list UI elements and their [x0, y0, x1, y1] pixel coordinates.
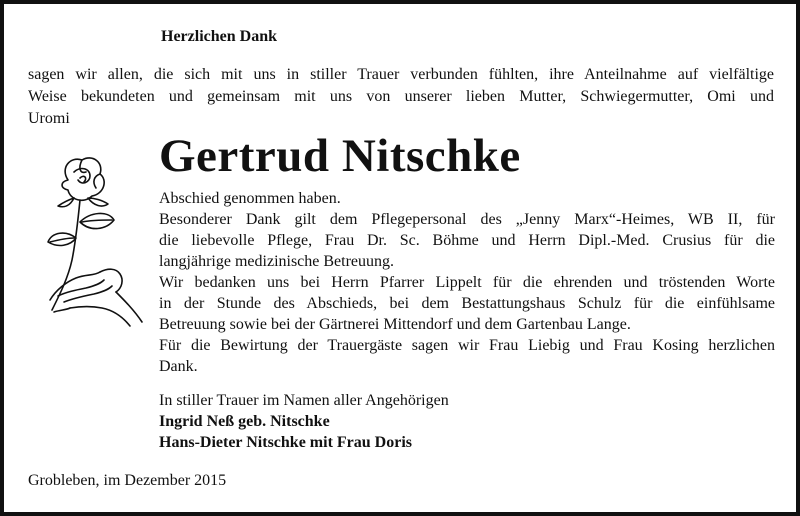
- intro-line: Weise bekundeten und gemeinsam mit uns von unserer lieben Mutter, Schwiegermutter, Omi und: [28, 88, 774, 105]
- body-line: Wir bedanken uns bei Herrn Pfarrer Lippelt für die ehrenden und tröstenden Worte: [159, 274, 775, 291]
- deceased-name: Gertrud Nitschke: [159, 130, 521, 182]
- mourner-name: Hans-Dieter Nitschke mit Frau Doris: [159, 434, 412, 451]
- intro-paragraph: [28, 64, 774, 130]
- body-line: Dank.: [159, 358, 198, 375]
- rose-in-hand-icon: [30, 150, 148, 330]
- body-line: langjährige medizinische Betreuung.: [159, 253, 395, 270]
- place-date: Grobleben, im Dezember 2015: [28, 472, 227, 489]
- body-line: Betreuung sowie bei der Gärtnerei Mittendorf und dem Gartenbau Lange.: [159, 316, 631, 333]
- body-line: Besonderer Dank gilt dem Pflegepersonal des „Jenny Marx“-Heimes, WB II, für: [159, 211, 775, 228]
- heading: Herzlichen Dank: [161, 28, 277, 45]
- body-line: in der Stunde des Abschieds, bei dem Bestattungshaus Schulz für die einfühlsame: [159, 295, 775, 312]
- intro-line: Uromi: [28, 110, 70, 127]
- mourner-name: Ingrid Neß geb. Nitschke: [159, 413, 330, 430]
- body-paragraph: [159, 188, 775, 377]
- body-line: Für die Bewirtung der Trauergäste sagen wir Frau Liebig und Frau Kosing herzlichen: [159, 337, 775, 354]
- intro-line: sagen wir allen, die sich mit uns in stiller Trauer verbunden fühlten, ihre Anteilnahme auf vielfältige: [28, 66, 774, 83]
- body-line: die liebevolle Pflege, Frau Dr. Sc. Böhme und Herrn Dipl.-Med. Crusius für die: [159, 232, 775, 249]
- body-line: Abschied genommen haben.: [159, 190, 341, 207]
- signoff: [159, 390, 449, 453]
- signoff-intro: In stiller Trauer im Namen aller Angehörigen: [159, 392, 449, 409]
